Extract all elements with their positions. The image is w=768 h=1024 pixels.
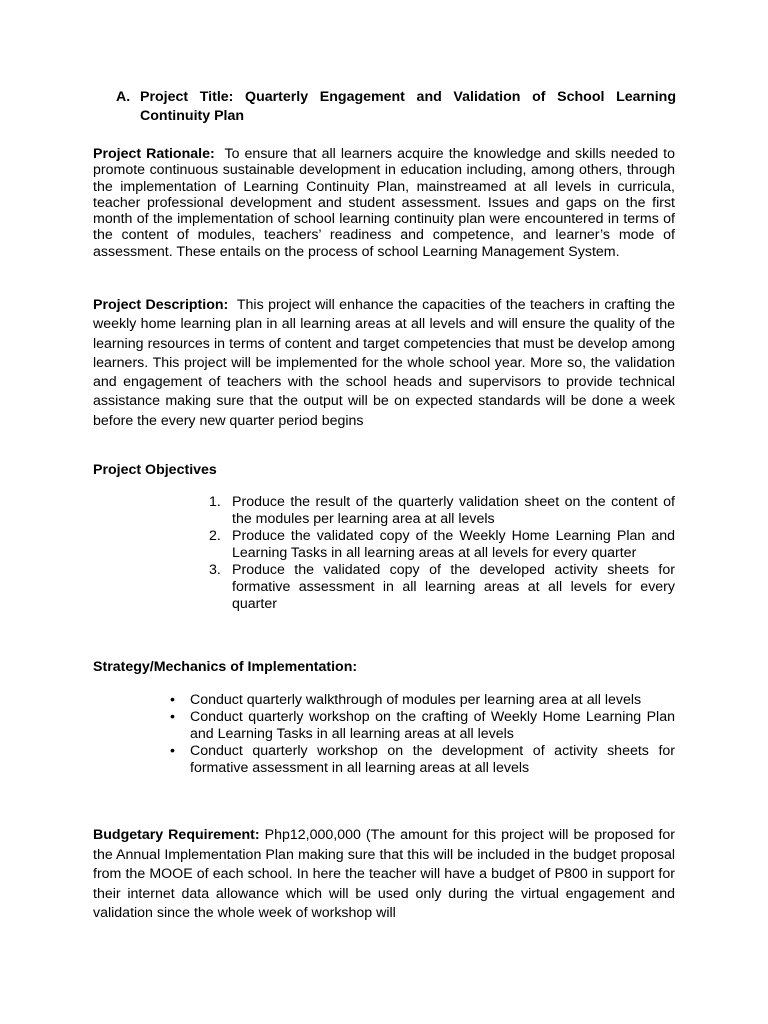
item-text: Produce the validated copy of the developed activity sheets for formative assessment in all learning areas at all levels for every quarter <box>232 562 675 612</box>
objectives-heading: Project Objectives <box>93 462 217 478</box>
item-text: Conduct quarterly walkthrough of modules per learning area at all levels <box>190 692 642 708</box>
rationale-text: To ensure that all learners acquire the knowledge and skills needed to promote continuous sustainable development in education including, among others, through the implementation of Learning Continuity Plan, mainstreamed at all levels in curricula, teacher professional development and student assessment. Issues and gaps on the first month of the implementation of school learning continuity plan were encountered in terms of the content of modules, teachers’ readiness and competence, and learner’s mode of assessment. These entails on the process of school Learning Management System. <box>93 146 675 260</box>
list-item <box>166 709 675 743</box>
list-item <box>208 528 675 562</box>
item-number: 2. <box>209 528 221 544</box>
description-label: Project Description: <box>93 297 229 313</box>
description-text: This project will enhance the capacities of the teachers in crafting the weekly home learning plan in all learning areas at all levels and will ensure the quality of the learning resources in terms of content and target competencies that must be develop among learners. This project will be implemented for the whole school year. More so, the validation and engagement of teachers with the school heads and supervisors to provide technical assistance making sure that the output will be on expected standards will be done a week before the every new quarter period begins <box>93 297 675 429</box>
item-text: Conduct quarterly workshop on the development of activity sheets for formative assessment in all learning areas at all levels <box>190 743 675 776</box>
list-item <box>166 692 675 709</box>
section-letter: A. <box>116 89 131 105</box>
item-text: Conduct quarterly workshop on the crafting of Weekly Home Learning Plan and Learning Tasks in all learning areas at all levels <box>190 709 675 742</box>
project-title-heading <box>116 88 676 126</box>
project-title: Project Title: Quarterly Engagement and Validation of School Learning Continuity Plan <box>140 89 676 124</box>
item-text: Produce the validated copy of the Weekly Home Learning Plan and Learning Tasks in all learning areas at all levels for every quarter <box>232 528 675 561</box>
strategy-list <box>166 692 675 777</box>
bullet-icon: • <box>170 692 175 708</box>
item-number: 3. <box>209 562 221 578</box>
item-text: Produce the result of the quarterly validation sheet on the content of the modules per learning area at all levels <box>232 494 675 527</box>
bullet-icon: • <box>170 743 175 759</box>
list-item <box>166 743 675 777</box>
project-rationale <box>93 146 675 260</box>
budget-label: Budgetary Requirement: <box>93 827 260 843</box>
objectives-list <box>208 494 675 613</box>
list-item <box>208 494 675 528</box>
budgetary-requirement <box>93 826 675 924</box>
item-number: 1. <box>209 494 221 510</box>
list-item <box>208 562 675 613</box>
rationale-label: Project Rationale: <box>93 146 215 162</box>
budget-text: Php12,000,000 (The amount for this project will be proposed for the Annual Implementation Plan making sure that this will be included in the budget proposal from the MOOE of each school. In here the teacher will have a budget of P800 in support for their internet data allowance which will be used only during the virtual engagement and validation since the whole week of workshop will <box>93 827 675 921</box>
project-description <box>93 296 675 431</box>
bullet-icon: • <box>170 709 175 725</box>
strategy-heading: Strategy/Mechanics of Implementation: <box>93 659 358 675</box>
